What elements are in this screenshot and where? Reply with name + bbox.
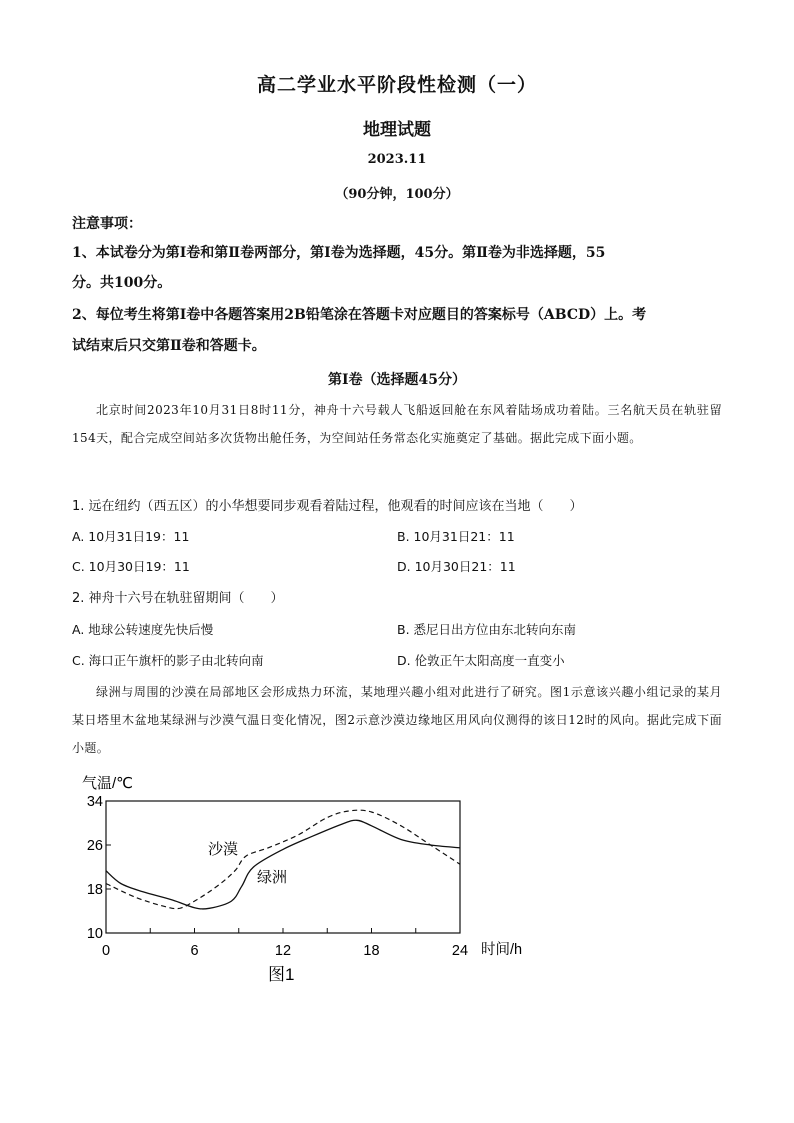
y-axis-tick-labels	[87, 794, 103, 942]
x-tick-label-6: 6	[190, 943, 199, 959]
y-tick-label-26: 26	[86, 838, 103, 854]
section-1-heading: 第Ⅰ卷（选择题45分）	[327, 372, 467, 388]
note-1-line-2: 分。共100分。	[72, 275, 172, 291]
y-axis-label: 气温/℃	[82, 775, 134, 792]
question-1-option-c: C. 10月30日19：11	[72, 559, 190, 574]
exam-duration: （90分钟，100分）	[335, 187, 459, 202]
notes-heading: 注意事项：	[72, 216, 142, 232]
exam-subtitle: 地理试题	[363, 120, 431, 140]
x-axis-tick-labels	[102, 943, 468, 959]
x-tick-label-18: 18	[363, 943, 380, 959]
y-tick-label-34: 34	[86, 794, 103, 810]
question-1-option-d: D. 10月30日21：11	[397, 559, 516, 574]
passage-1: 北京时间2023年10月31日8时11分，神舟十六号载人飞船返回舱在东风着陆场成功着陆。三名航天员在轨驻留154天，配合完成空间站多次货物出舱任务，为空间站任务常态化实施奠定了基础。据此完成下面小题。	[72, 403, 722, 445]
x-axis-ticks	[106, 845, 416, 933]
y-tick-label-10: 10	[86, 926, 103, 942]
question-1-option-b: B. 10月31日21：11	[397, 529, 515, 544]
oasis-series-label: 绿洲	[257, 869, 288, 886]
x-tick-label-12: 12	[274, 943, 292, 959]
x-axis-label: 时间/h	[481, 942, 523, 958]
note-1-line-1: 1、本试卷分为第Ⅰ卷和第Ⅱ卷两部分，第Ⅰ卷为选择题，45分。第Ⅱ卷为非选择题，55	[72, 245, 606, 261]
question-2-option-a: A. 地球公转速度先快后慢	[72, 622, 214, 637]
oasis-line	[106, 820, 460, 909]
plot-frame	[106, 801, 460, 933]
question-2-stem: 2. 神舟十六号在轨驻留期间（ ）	[72, 591, 284, 606]
question-2-option-c: C. 海口正午旗杆的影子由北转向南	[72, 653, 264, 668]
y-tick-label-18: 18	[86, 882, 103, 898]
x-tick-label-0: 0	[101, 943, 111, 959]
note-2-line-1: 2、每位考生将第Ⅰ卷中各题答案用2B铅笔涂在答题卡对应题目的答案标号（ABCD）上。考	[72, 307, 647, 323]
question-1-option-a: A. 10月31日19：11	[72, 529, 190, 544]
question-1-stem: 1. 远在纽约（西五区）的小华想要同步观看着陆过程，他观看的时间应该在当地（ ）	[72, 499, 583, 514]
exam-title: 高二学业水平阶段性检测（一）	[256, 74, 537, 96]
question-2-option-b: B. 悉尼日出方位由东北转向东南	[397, 622, 577, 637]
note-2-line-2: 试结束后只交第Ⅱ卷和答题卡。	[72, 338, 266, 354]
passage-2: 绿洲与周围的沙漠在局部地区会形成热力环流，某地理兴趣小组对此进行了研究。图1示意该兴趣小组记录的某月某日塔里木盆地某绿洲与沙漠气温日变化情况，图2示意沙漠边缘地区用风向仪测得的该日12时的风向。据此完成下面小题。	[72, 685, 722, 755]
exam-date: 2023.11	[367, 152, 427, 167]
desert-series-label: 沙漠	[208, 841, 239, 858]
question-2-option-d: D. 伦敦正午太阳高度一直变小	[397, 653, 565, 668]
x-tick-label-24: 24	[451, 943, 469, 959]
figure-caption: 图1	[268, 965, 295, 984]
figure-1-chart	[70, 768, 550, 990]
desert-line	[106, 810, 460, 909]
